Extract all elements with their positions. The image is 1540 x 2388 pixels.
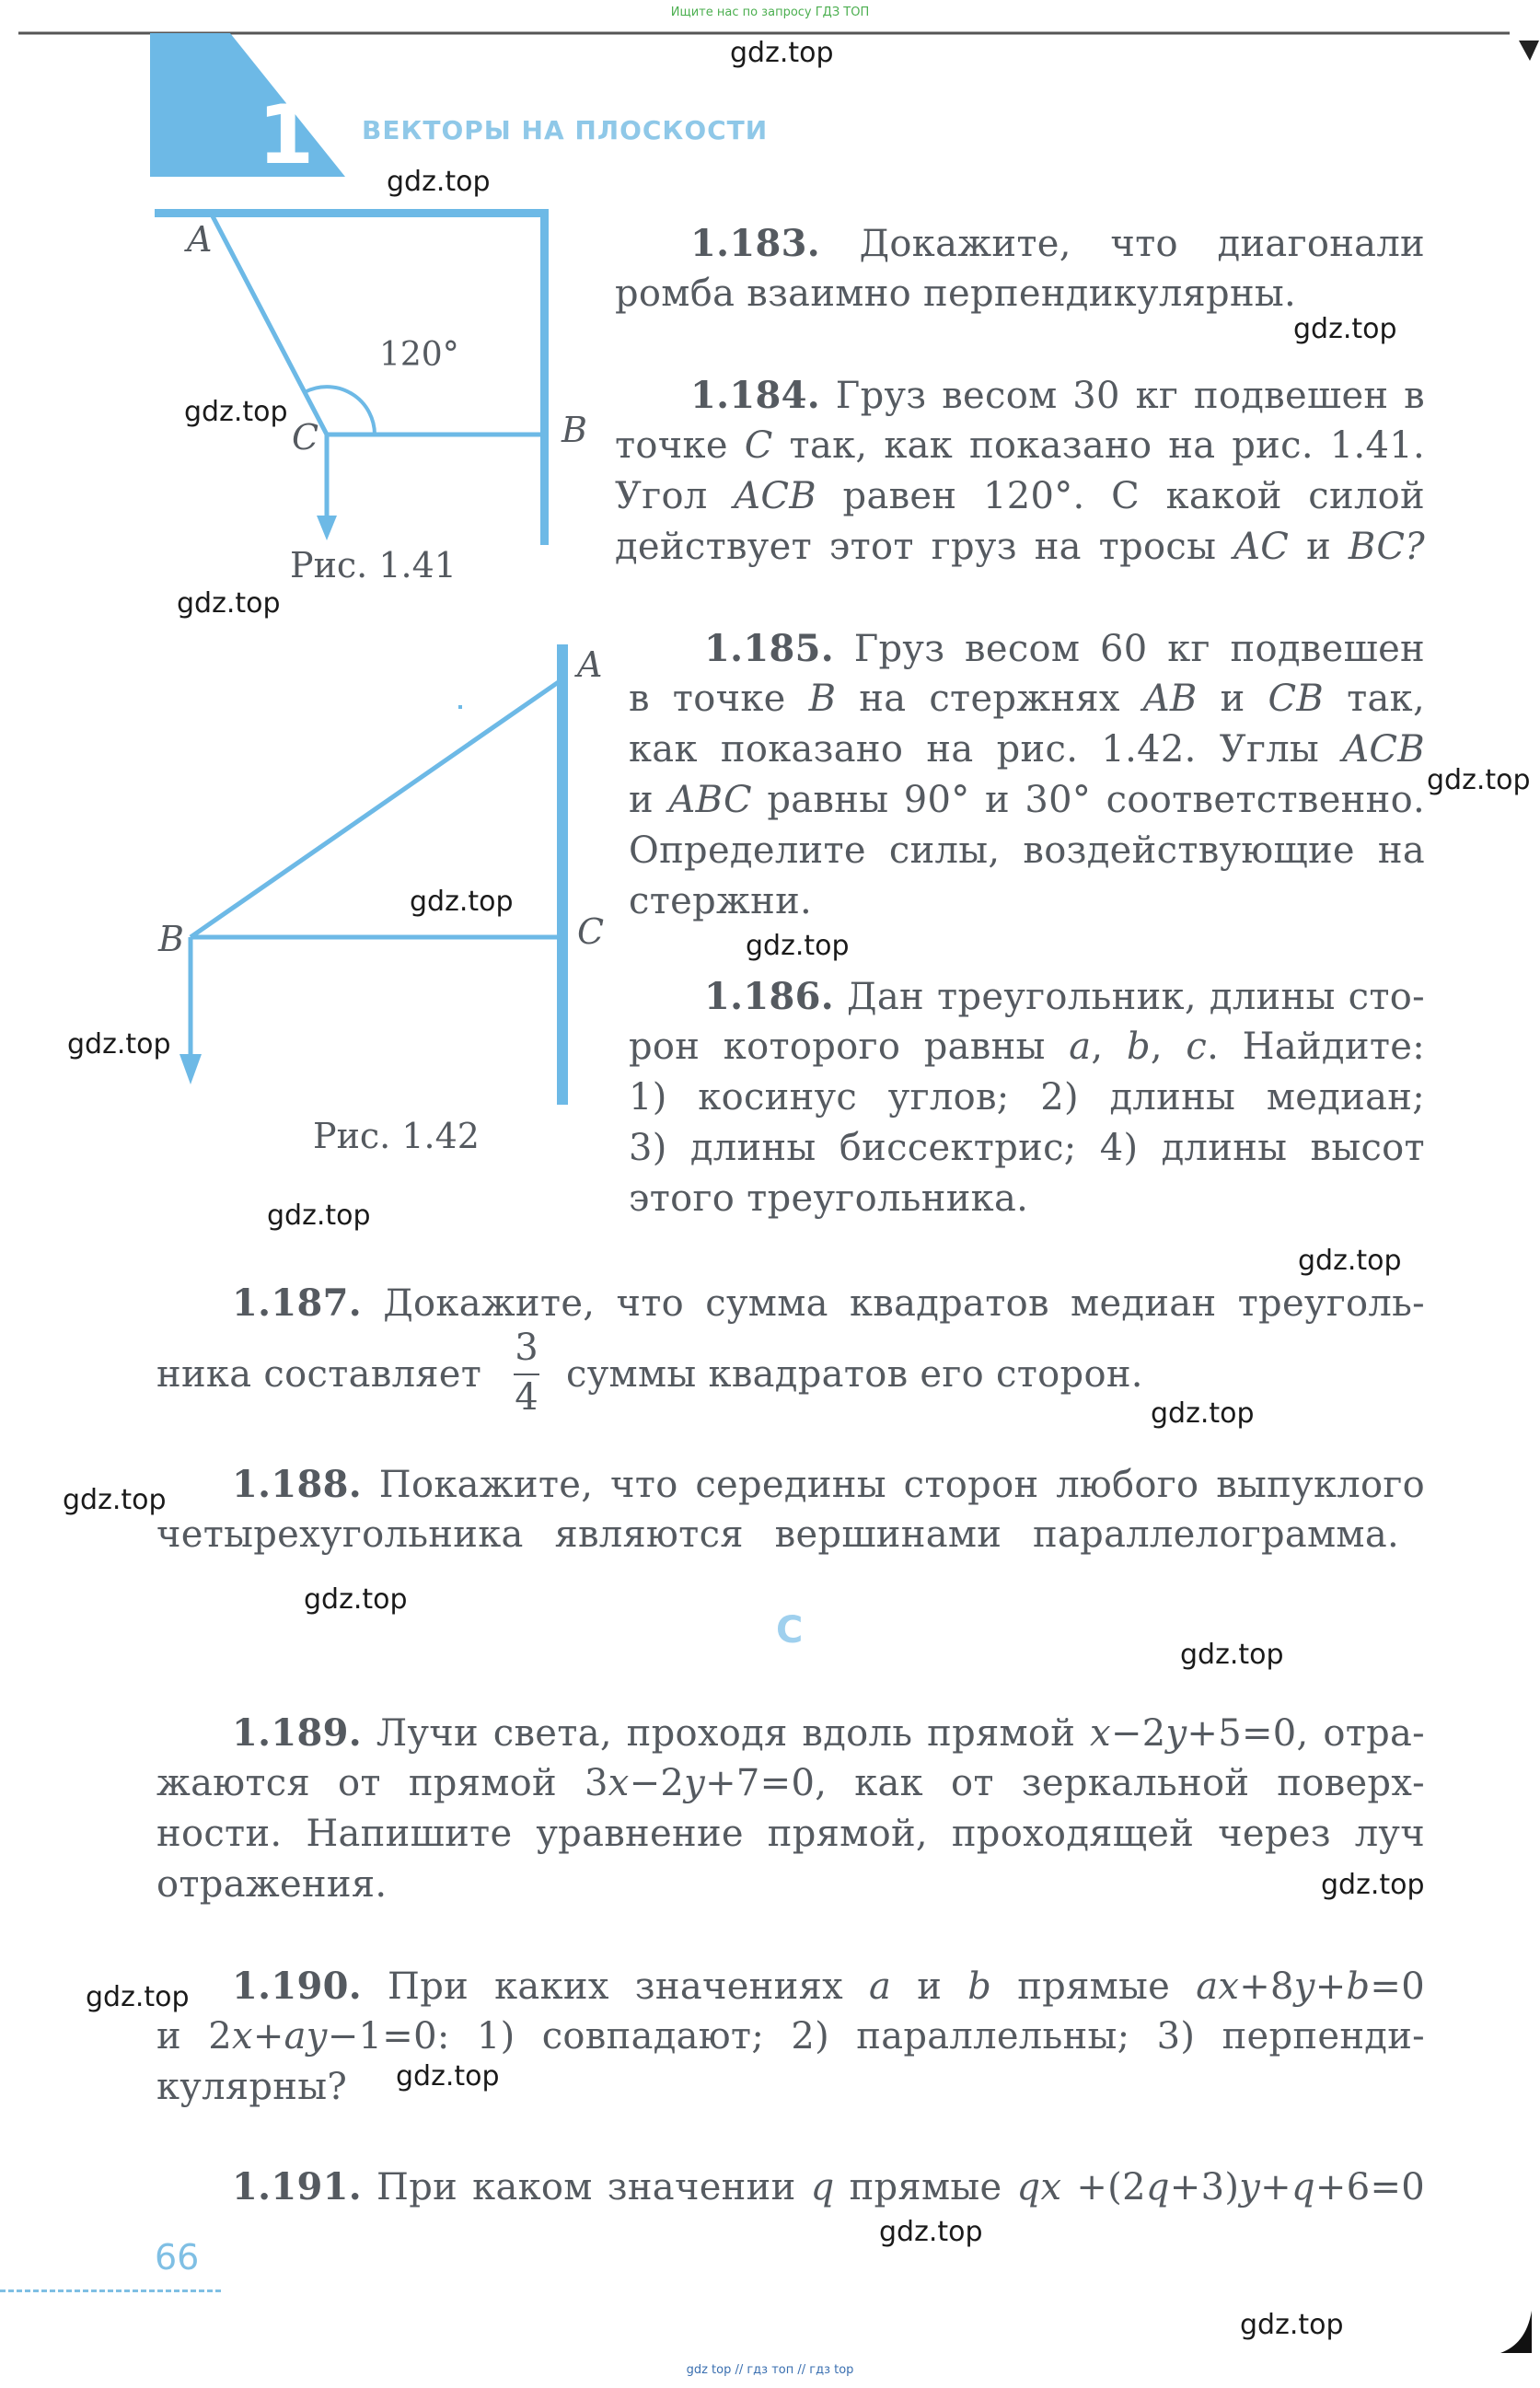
watermark: gdz.top: [63, 1484, 167, 1516]
problem-1-188-line-2: четырехугольника являются вершинами параллелограмма.: [156, 1513, 1399, 1556]
top-note: Ищите нас по запросу ГДЗ ТОП: [670, 6, 870, 19]
problem-1-187-line-1: 1.187. Докажите, что сумма квадратов медиан треуголь-: [232, 1281, 1425, 1325]
fig142-caption: Рис. 1.42: [313, 1116, 480, 1156]
fraction-denominator: 4: [515, 1376, 538, 1419]
watermark: gdz.top: [1151, 1397, 1255, 1430]
chapter-header-graphic: [0, 0, 1540, 184]
watermark: gdz.top: [177, 587, 281, 620]
problem-1-189-line-3: ности. Напишите уравнение прямой, проходящей через луч: [156, 1813, 1425, 1855]
problem-1-184-line-4: действует этот груз на тросы AC и BC?: [615, 526, 1425, 568]
problem-1-191-line-1: 1.191. При каком значении q прямые qx +(2q+3)y+q+6=0: [232, 2165, 1426, 2208]
watermark: gdz.top: [746, 930, 850, 962]
problem-1-188-line-1: 1.188. Покажите, что середины сторон любого выпуклого: [232, 1463, 1425, 1506]
watermark: gdz.top: [410, 886, 514, 918]
fraction-3-4: [508, 1326, 545, 1420]
problem-1-185-line-5: Определите силы, воздействующие на: [629, 829, 1425, 872]
watermark: gdz.top: [304, 1583, 408, 1616]
page-number: 66: [155, 2237, 200, 2278]
problem-1-183-line-2: ромба взаимно перпендикулярны.: [615, 272, 1297, 315]
watermark: gdz.top: [86, 1981, 190, 2013]
problem-1-186-line-5: этого треугольника.: [629, 1177, 1029, 1220]
fig141-angle-label: 120°: [379, 336, 459, 374]
chapter-number: 1: [258, 87, 315, 182]
figure-1-42: [138, 635, 598, 1114]
problem-1-189-line-2: жаются от прямой 3x−2y+7=0, как от зеркальной поверх-: [156, 1762, 1425, 1804]
watermark: gdz.top: [67, 1028, 171, 1061]
watermark: gdz.top: [879, 2216, 983, 2248]
watermark: gdz.top: [1427, 764, 1531, 796]
watermark: gdz.top: [396, 2060, 500, 2092]
problem-1-186-line-3: 1) косинус углов; 2) длины медиан;: [629, 1076, 1425, 1119]
fraction-numerator: 3: [515, 1327, 538, 1369]
problem-1-184-line-2: точке C так, как показано на рис. 1.41.: [615, 424, 1426, 467]
fig142-label-b: B: [158, 919, 184, 959]
footer-dashed-rule: [0, 2289, 221, 2292]
watermark: gdz.top: [267, 1200, 371, 1232]
problem-1-190-line-3: кулярны?: [156, 2066, 348, 2108]
problem-1-187-line-2: ника составляет: [156, 1353, 482, 1396]
problem-1-185-line-2: в точке B на стержнях AB и CB так,: [629, 678, 1425, 720]
problem-1-186-line-2: рон которого равны a, b, c. Найдите:: [629, 1026, 1425, 1068]
watermark: gdz.top: [1240, 2309, 1344, 2341]
watermark: gdz.top: [730, 37, 834, 69]
page-corner-mark: [1499, 2311, 1535, 2357]
chapter-title: ВЕКТОРЫ НА ПЛОСКОСТИ: [362, 115, 769, 145]
watermark: gdz.top: [1321, 1869, 1425, 1901]
problem-1-187-line-2b: суммы квадратов его сторон.: [566, 1353, 1143, 1396]
section-letter-c: C: [776, 1609, 804, 1652]
fig141-label-b: B: [562, 410, 587, 450]
fig142-label-c: C: [577, 911, 605, 952]
watermark: gdz.top: [1180, 1639, 1284, 1671]
watermark: gdz.top: [387, 166, 491, 198]
problem-1-184-line-1: 1.184. Груз весом 30 кг подвешен в: [690, 374, 1425, 417]
problem-1-189-line-1: 1.189. Лучи света, проходя вдоль прямой x−2y+5=0, отра-: [232, 1711, 1426, 1755]
fig141-label-a: A: [187, 219, 213, 260]
fig141-caption: Рис. 1.41: [290, 545, 457, 585]
problem-1-190-line-1: 1.190. При каких значениях a и b прямые ax+8y+b=0: [232, 1965, 1425, 2008]
problem-1-184-line-3: Угол ACB равен 120°. С какой силой: [615, 475, 1425, 517]
bottom-note: gdz top // гдз топ // гдз top: [686, 2363, 854, 2377]
fig142-label-a: A: [577, 644, 603, 685]
problem-1-185-line-4: и ABC равны 90° и 30° соответственно.: [629, 779, 1425, 821]
problem-1-186-line-1: 1.186. Дан треугольник, длины сто-: [704, 975, 1425, 1018]
problem-1-189-line-4: отражения.: [156, 1863, 388, 1906]
fig141-label-c: C: [292, 417, 319, 458]
watermark: gdz.top: [184, 396, 288, 428]
problem-1-185-line-6: стержни.: [629, 880, 813, 922]
problem-1-185-line-1: 1.185. Груз весом 60 кг подвешен: [704, 627, 1426, 670]
problem-1-185-line-3: как показано на рис. 1.42. Углы ACB: [629, 728, 1425, 771]
problem-1-190-line-2: и 2x+ay−1=0: 1) совпадают; 2) параллельны; 3) перпенди-: [156, 2015, 1425, 2058]
problem-1-186-line-4: 3) длины биссектрис; 4) длины высот: [629, 1127, 1425, 1169]
watermark: gdz.top: [1298, 1245, 1402, 1277]
problem-1-183-line-1: 1.183. Докажите, что диагонали: [690, 222, 1425, 265]
watermark: gdz.top: [1293, 313, 1397, 345]
